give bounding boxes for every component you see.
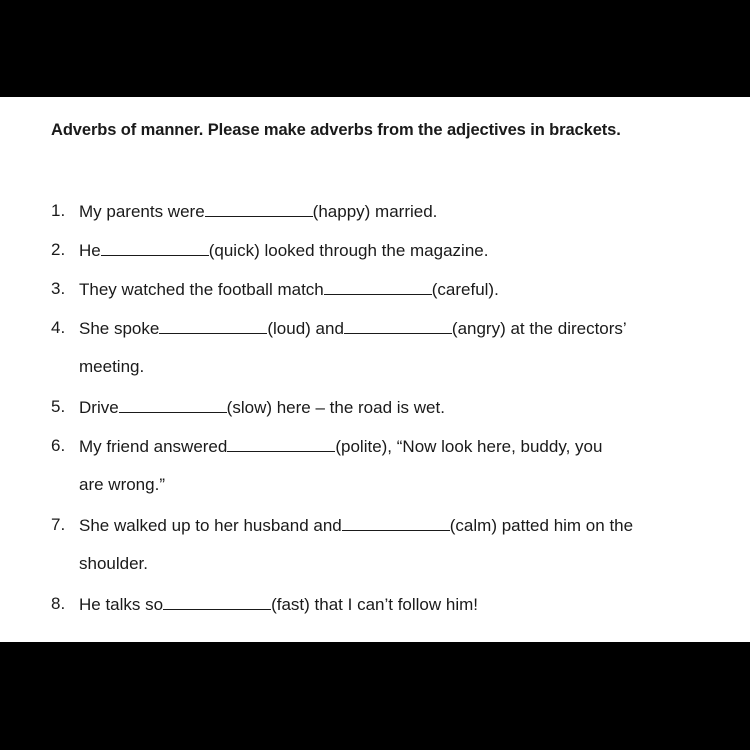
sentence-text: (polite), “Now look here, buddy, you bbox=[335, 437, 603, 456]
sentence-text: Drive bbox=[79, 398, 119, 417]
answer-blank[interactable] bbox=[163, 594, 271, 610]
sentence-text: He talks so bbox=[79, 595, 164, 614]
item-number: 3. bbox=[51, 279, 66, 298]
sentence-text: My friend answered bbox=[79, 437, 228, 456]
sentence-text: (angry) at the directors’ bbox=[451, 319, 627, 338]
sentence-text: (careful). bbox=[431, 280, 499, 299]
sentence-text: He bbox=[79, 241, 101, 260]
item-sentence bbox=[79, 594, 478, 615]
answer-blank[interactable] bbox=[342, 515, 450, 531]
answer-blank[interactable] bbox=[324, 279, 432, 295]
sentence-text: (calm) patted him on the bbox=[449, 516, 634, 535]
exercise-item bbox=[0, 436, 750, 494]
sentence-text: My parents were bbox=[79, 202, 205, 221]
answer-blank[interactable] bbox=[159, 318, 267, 334]
item-sentence bbox=[79, 279, 499, 300]
sentence-continuation: meeting. bbox=[79, 357, 145, 376]
item-number: 8. bbox=[51, 594, 66, 613]
sentence-text: (happy) married. bbox=[312, 202, 438, 221]
item-number: 2. bbox=[51, 240, 66, 259]
sentence-text: They watched the football match bbox=[79, 280, 324, 299]
answer-blank[interactable] bbox=[205, 201, 313, 217]
exercise-item bbox=[0, 515, 750, 573]
item-number: 4. bbox=[51, 318, 66, 337]
sentence-text: (slow) here – the road is wet. bbox=[226, 398, 445, 417]
item-sentence bbox=[79, 515, 633, 536]
exercise-item bbox=[0, 397, 750, 421]
answer-blank[interactable] bbox=[119, 397, 227, 413]
sentence-continuation: are wrong.” bbox=[79, 475, 165, 494]
exercise-item bbox=[0, 318, 750, 376]
worksheet-title: Adverbs of manner. Please make adverbs from the adjectives in brackets. bbox=[51, 121, 621, 139]
sentence-text: (fast) that I can’t follow him! bbox=[271, 595, 478, 614]
sentence-text: (loud) and bbox=[267, 319, 344, 338]
item-sentence bbox=[79, 436, 602, 457]
item-number: 7. bbox=[51, 515, 66, 534]
worksheet-page bbox=[0, 97, 750, 642]
item-sentence bbox=[79, 201, 437, 222]
item-sentence bbox=[79, 318, 627, 339]
exercise-item bbox=[0, 279, 750, 303]
sentence-text: She walked up to her husband and bbox=[79, 516, 342, 535]
item-number: 6. bbox=[51, 436, 66, 455]
item-number: 1. bbox=[51, 201, 66, 220]
item-sentence bbox=[79, 397, 445, 418]
answer-blank[interactable] bbox=[227, 436, 335, 452]
exercise-item bbox=[0, 201, 750, 225]
sentence-continuation: shoulder. bbox=[79, 554, 148, 573]
sentence-text: (quick) looked through the magazine. bbox=[208, 241, 489, 260]
answer-blank[interactable] bbox=[101, 240, 209, 256]
answer-blank[interactable] bbox=[344, 318, 452, 334]
item-sentence bbox=[79, 240, 488, 261]
exercise-item bbox=[0, 240, 750, 264]
exercise-item bbox=[0, 594, 750, 618]
sentence-text: She spoke bbox=[79, 319, 160, 338]
item-number: 5. bbox=[51, 397, 66, 416]
